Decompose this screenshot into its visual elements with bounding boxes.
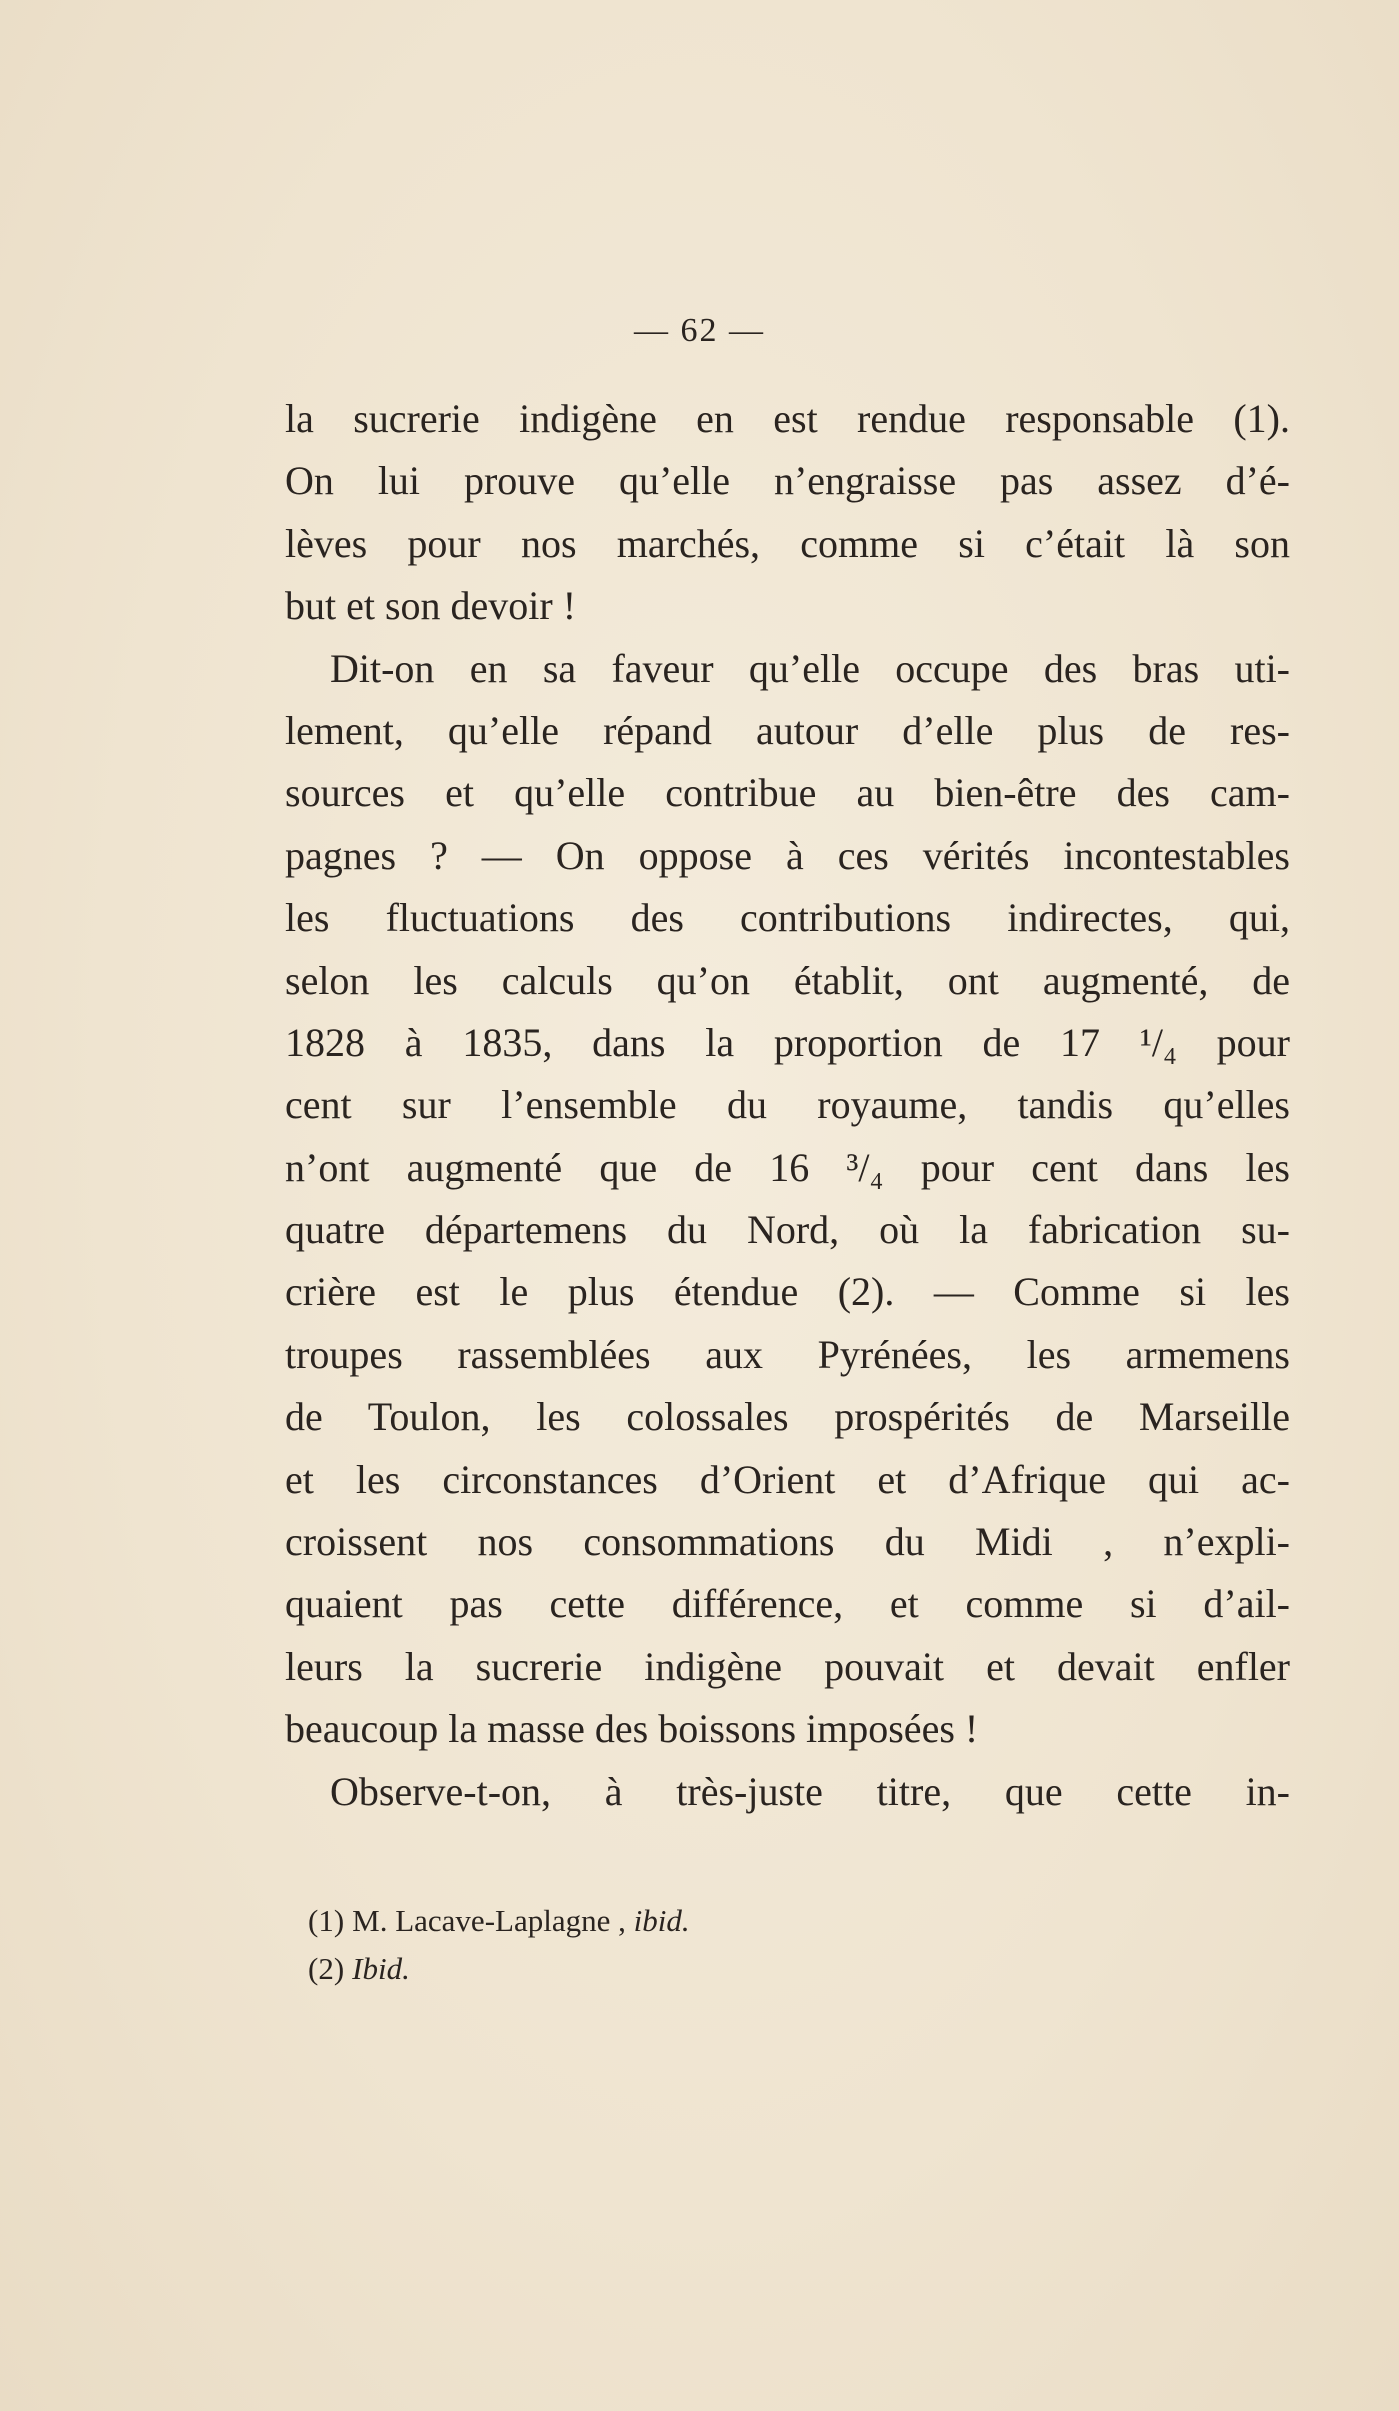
text-line: lèves pour nos marchés, comme si c’était là son xyxy=(285,520,1290,566)
text-line: de Toulon, les colossales prospérités de Marseille xyxy=(285,1394,1290,1440)
footnotes xyxy=(308,1897,1208,1993)
text-line: crière est le plus étendue (2). — Comme si les xyxy=(285,1269,1290,1315)
main-text xyxy=(285,388,1290,1823)
text-line: croissent nos consommations du Midi , n’expli- xyxy=(285,1519,1290,1565)
text-line: sources et qu’elle contribue au bien-être des cam- xyxy=(285,770,1290,816)
text-line: les fluctuations des contributions indirectes, qui, xyxy=(285,895,1290,941)
text-line: leurs la sucrerie indigène pouvait et devait enfler xyxy=(285,1643,1290,1689)
text-line: troupes rassemblées aux Pyrénées, les armemens xyxy=(285,1331,1290,1377)
text-line: selon les calculs qu’on établit, ont augmenté, de xyxy=(285,957,1290,1003)
footnote-ref: (1) xyxy=(308,1903,345,1938)
text-line: lement, qu’elle répand autour d’elle plus de res- xyxy=(285,707,1290,753)
text-line: pagnes ? — On oppose à ces vérités incontestables xyxy=(285,832,1290,878)
footnote-text: M. Lacave-Laplagne , xyxy=(352,1903,634,1938)
text-line: cent sur l’ensemble du royaume, tandis qu’elles xyxy=(285,1082,1290,1128)
text-line: beaucoup la masse des boissons imposées ! xyxy=(285,1706,979,1752)
text-line: la sucrerie indigène en est rendue responsable (1). xyxy=(285,396,1290,441)
text-line: n’ont augmenté que de 16 ³/₄ pour cent dans les xyxy=(285,1144,1290,1190)
footnote-italic: ibid. xyxy=(633,1903,690,1938)
text-line: et les circonstances d’Orient et d’Afrique qui ac- xyxy=(285,1456,1290,1502)
footnote-2 xyxy=(308,1945,1208,1993)
footnote-italic: Ibid. xyxy=(352,1951,410,1986)
text-line: 1828 à 1835, dans la proportion de 17 ¹/₄ pour xyxy=(285,1019,1290,1065)
page-number: — 62 — xyxy=(634,312,765,349)
footnote-1 xyxy=(308,1897,1208,1945)
text-line: quatre départemens du Nord, où la fabrication su- xyxy=(285,1207,1290,1253)
text-line: On lui prouve qu’elle n’engraisse pas assez d’é- xyxy=(285,458,1290,504)
text-line: Observe-t-on, à très-juste titre, que cette in- xyxy=(330,1768,1290,1814)
text-line: quaient pas cette différence, et comme si d’ail- xyxy=(285,1581,1290,1627)
footnote-ref: (2) xyxy=(308,1951,345,1986)
text-line: but et son devoir ! xyxy=(285,583,577,629)
text-line: Dit-on en sa faveur qu’elle occupe des bras uti- xyxy=(330,645,1290,691)
